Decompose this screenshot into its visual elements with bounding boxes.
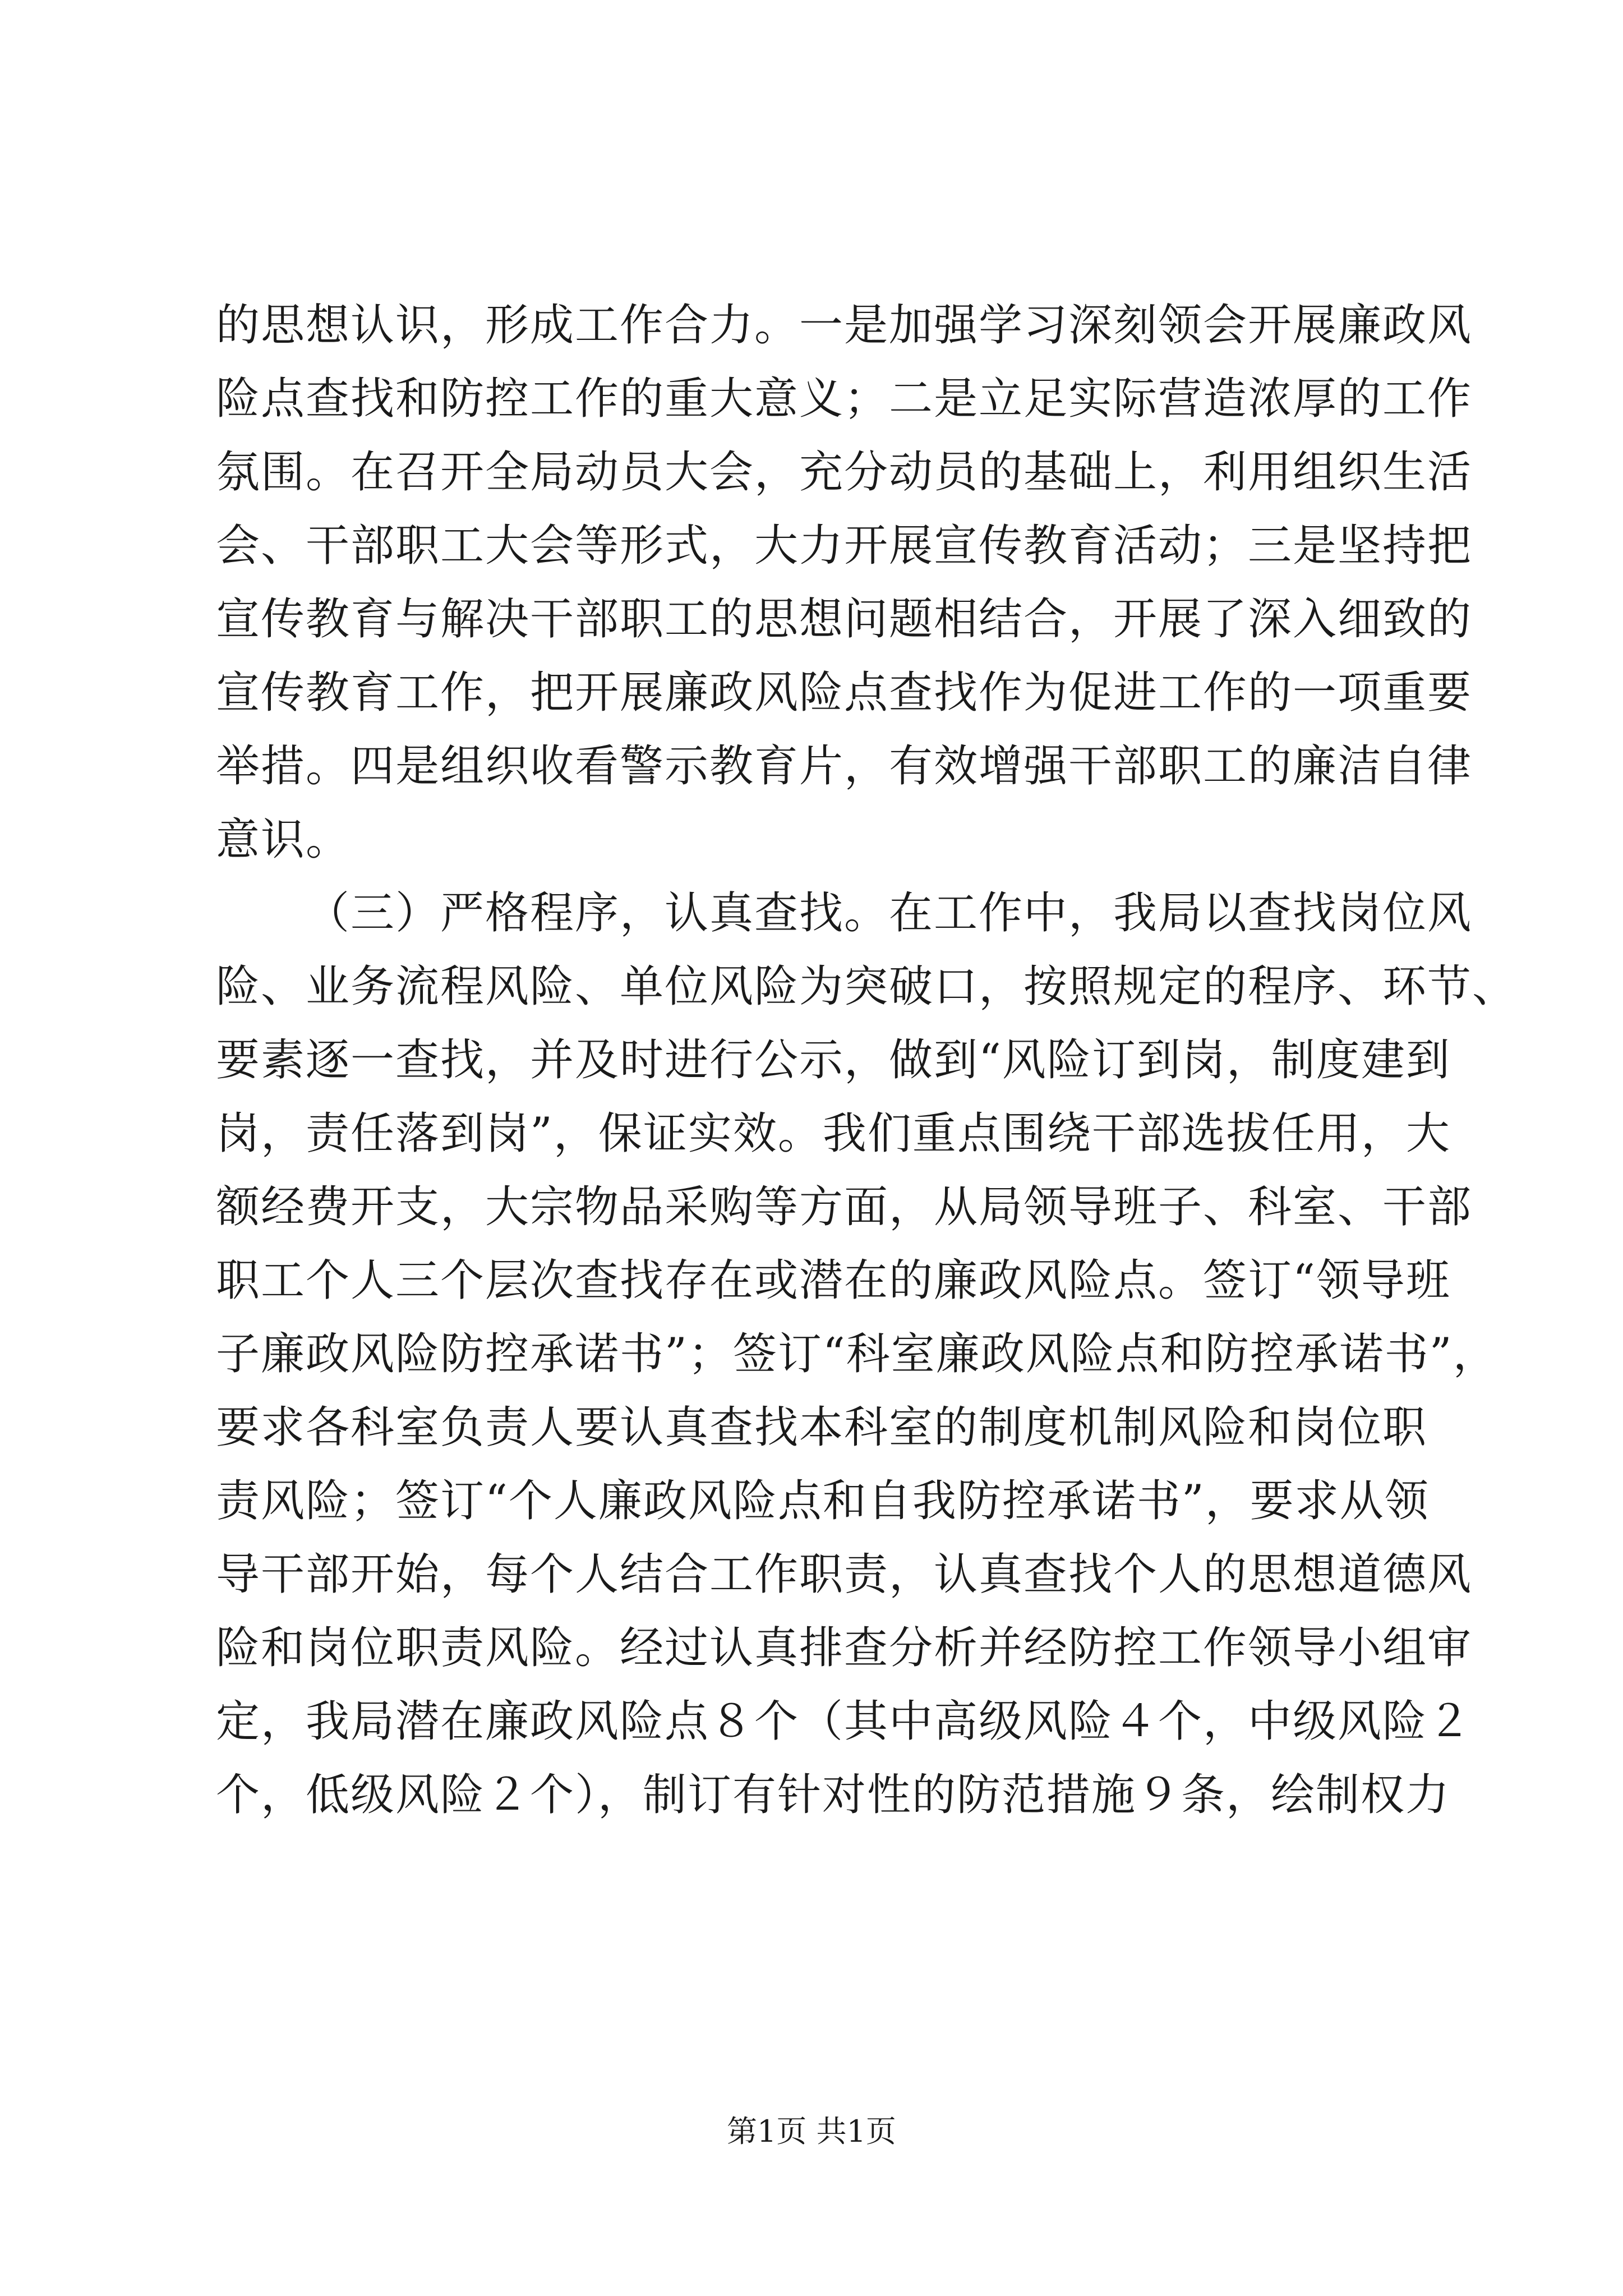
text-line: 的思想认识，形成工作合力。一是加强学习深刻领会开展廉政风 [216, 300, 1473, 351]
text-line: 要求各科室负责人要认真查找本科室的制度机制风险和岗位职 [216, 1402, 1428, 1453]
section-heading-line: （三）严格程序，认真查找。在工作中，我局以查找岗位风 [306, 888, 1473, 938]
text-line: 会、干部职工大会等形式，大力开展宣传教育活动；三是坚持把 [216, 521, 1473, 571]
text-line: 宣传教育与解决干部职工的思想问题相结合，开展了深入细致的 [216, 594, 1473, 645]
text-line: 宣传教育工作，把开展廉政风险点查找作为促进工作的一项重要 [216, 668, 1473, 718]
text-line: 险、业务流程风险、单位风险为突破口，按照规定的程序、环节、 [216, 961, 1518, 1012]
text-line: 氛围。在召开全局动员大会，充分动员的基础上，利用组织生活 [216, 447, 1473, 498]
text-line: 举措。四是组织收看警示教育片，有效增强干部职工的廉洁自律 [216, 741, 1473, 792]
text-line: 责风险；签订“个人廉政风险点和自我防控承诺书”，要求从领 [216, 1476, 1430, 1526]
text-line: 额经费开支，大宗物品采购等方面，从局领导班子、科室、干部 [216, 1182, 1473, 1232]
text-line: 职工个人三个层次查找存在或潜在的廉政风险点。签订“领导班 [216, 1255, 1451, 1306]
text-line: 个，低级风险２个），制订有针对性的防范措施９条，绘制权力 [216, 1770, 1451, 1820]
text-line: 子廉政风险防控承诺书”；签订“科室廉政风险点和防控承诺书”， [216, 1329, 1498, 1379]
page-number-footer: 第1页 共1页 [727, 2114, 896, 2149]
text-line: 险和岗位职责风险。经过认真排查分析并经防控工作领导小组审 [216, 1623, 1473, 1673]
text-line: 定，我局潜在廉政风险点８个（其中高级风险４个，中级风险２ [216, 1696, 1473, 1747]
text-line: 岗，责任落到岗”，保证实效。我们重点围绕干部选拔任用，大 [216, 1108, 1451, 1159]
text-line: 要素逐一查找，并及时进行公示，做到“风险订到岗，制度建到 [216, 1035, 1451, 1085]
text-line: 意识。 [216, 815, 351, 865]
text-line: 险点查找和防控工作的重大意义；二是立足实际营造浓厚的工作 [216, 374, 1473, 424]
text-line: 导干部开始，每个人结合工作职责，认真查找个人的思想道德风 [216, 1549, 1473, 1600]
